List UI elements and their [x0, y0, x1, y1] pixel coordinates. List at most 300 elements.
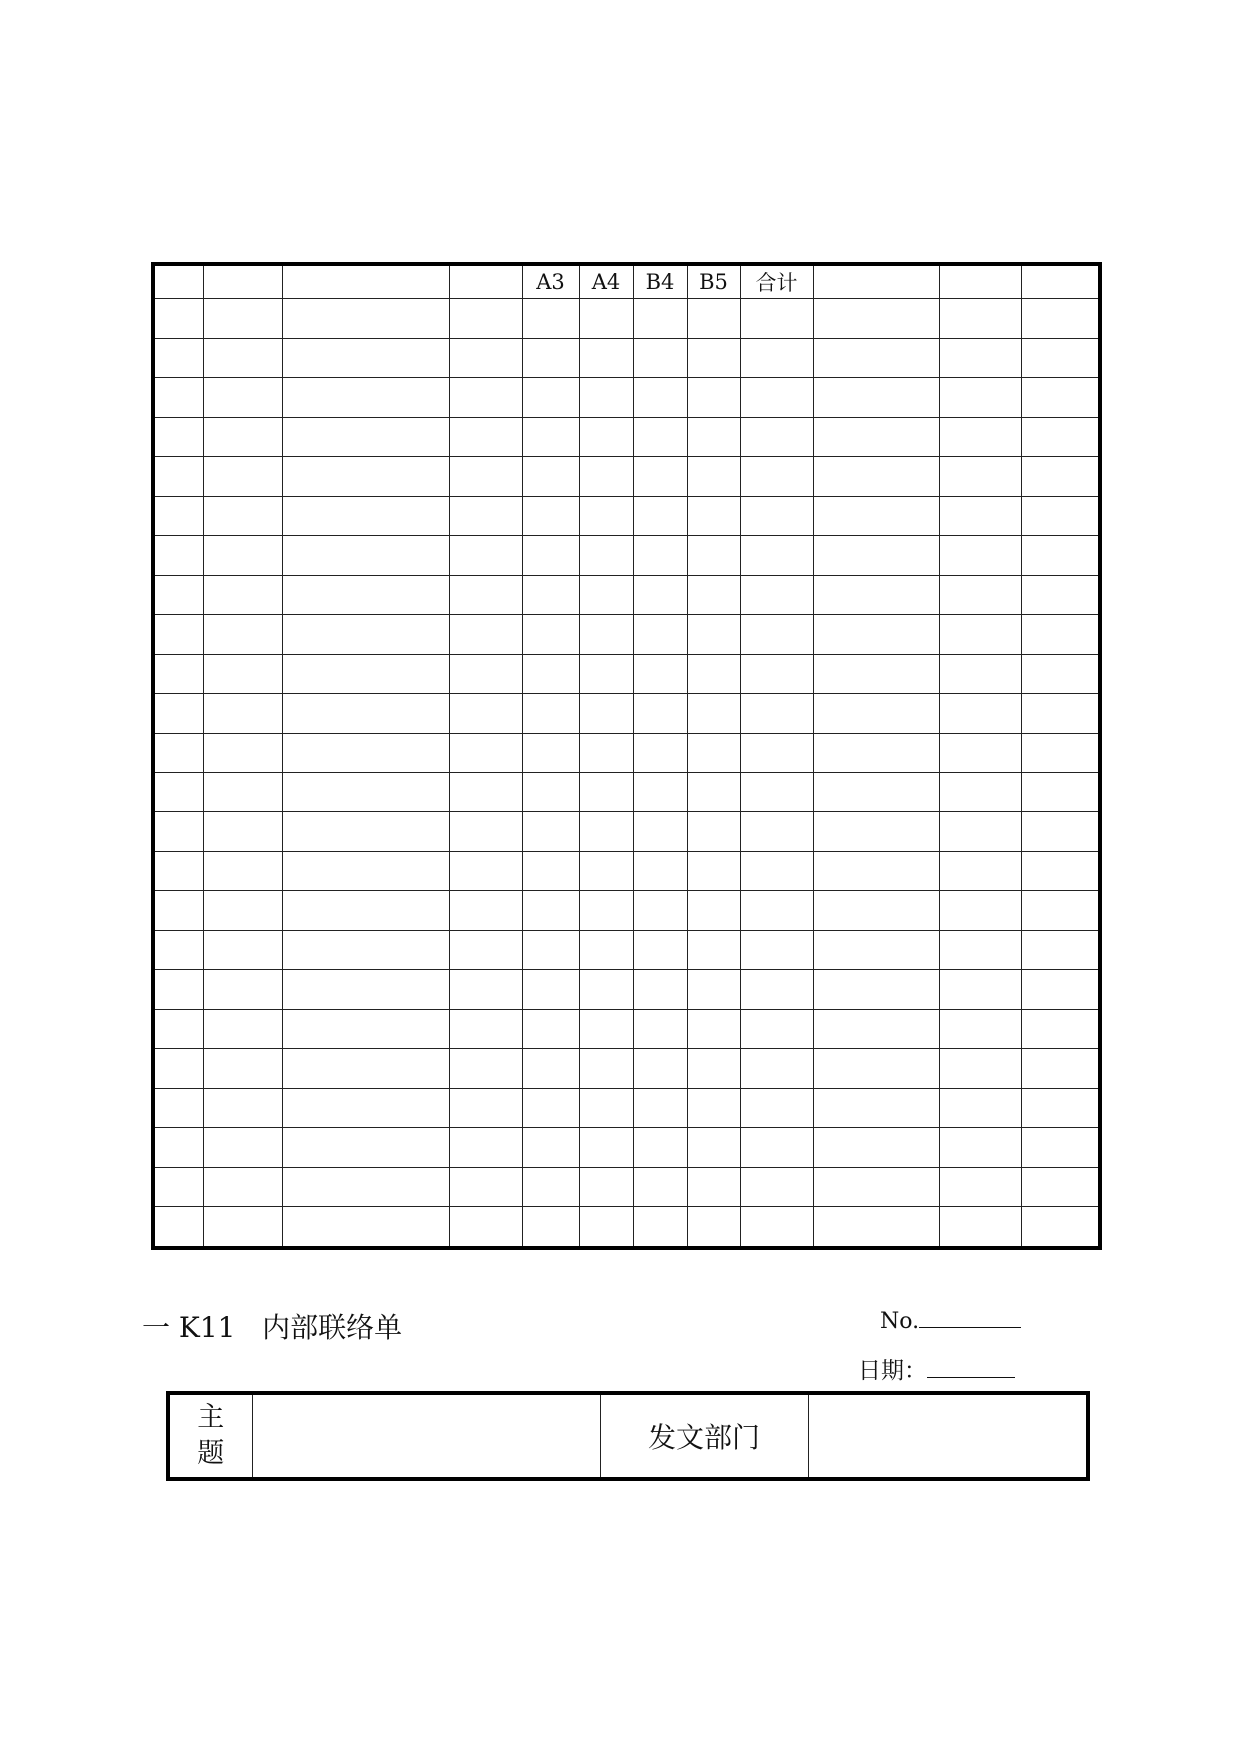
table-cell[interactable] — [1021, 851, 1100, 890]
table-cell[interactable] — [282, 536, 449, 575]
table-cell[interactable] — [939, 654, 1021, 693]
table-cell[interactable] — [522, 930, 579, 969]
table-cell[interactable] — [579, 575, 633, 614]
table-cell[interactable] — [522, 970, 579, 1009]
table-cell[interactable] — [579, 1009, 633, 1048]
table-cell[interactable] — [153, 299, 203, 338]
table-cell[interactable] — [282, 1009, 449, 1048]
table-cell[interactable] — [939, 378, 1021, 417]
table-cell[interactable] — [522, 733, 579, 772]
table-cell[interactable] — [687, 891, 740, 930]
table-cell[interactable] — [153, 851, 203, 890]
table-cell[interactable] — [740, 575, 813, 614]
table-cell[interactable] — [153, 536, 203, 575]
table-cell[interactable] — [939, 1128, 1021, 1167]
table-cell[interactable] — [633, 338, 687, 377]
table-cell[interactable] — [687, 575, 740, 614]
table-cell[interactable] — [687, 733, 740, 772]
table-cell[interactable] — [579, 378, 633, 417]
table-cell[interactable] — [282, 417, 449, 456]
table-cell[interactable] — [153, 496, 203, 535]
table-cell[interactable] — [449, 733, 522, 772]
table-cell[interactable] — [579, 772, 633, 811]
table-cell[interactable] — [633, 575, 687, 614]
table-cell[interactable] — [203, 1049, 282, 1088]
table-cell[interactable] — [282, 654, 449, 693]
table-cell[interactable] — [939, 457, 1021, 496]
table-cell[interactable] — [633, 891, 687, 930]
table-cell[interactable] — [1021, 812, 1100, 851]
table-cell[interactable] — [633, 1128, 687, 1167]
table-cell[interactable] — [522, 851, 579, 890]
table-cell[interactable] — [282, 851, 449, 890]
table-cell[interactable] — [740, 891, 813, 930]
subject-label-char: 主 — [197, 1402, 225, 1433]
table-cell[interactable] — [579, 1088, 633, 1127]
table-cell[interactable] — [813, 851, 939, 890]
table-cell[interactable] — [740, 536, 813, 575]
table-cell[interactable] — [813, 1009, 939, 1048]
table-cell[interactable] — [203, 1167, 282, 1206]
table-cell[interactable] — [579, 496, 633, 535]
table-cell[interactable] — [153, 1088, 203, 1127]
table-row — [153, 1088, 1100, 1127]
table-cell[interactable] — [153, 1128, 203, 1167]
table-cell[interactable] — [203, 891, 282, 930]
header-cell — [449, 264, 522, 299]
table-cell[interactable] — [740, 299, 813, 338]
table-cell[interactable] — [740, 457, 813, 496]
table-cell[interactable] — [579, 536, 633, 575]
table-cell[interactable] — [740, 378, 813, 417]
table-cell[interactable] — [579, 1128, 633, 1167]
table-cell[interactable] — [939, 772, 1021, 811]
table-cell[interactable] — [1021, 930, 1100, 969]
table-cell[interactable] — [633, 496, 687, 535]
table-cell[interactable] — [153, 575, 203, 614]
table-cell[interactable] — [1021, 536, 1100, 575]
table-cell[interactable] — [1021, 1049, 1100, 1088]
table-cell[interactable] — [1021, 378, 1100, 417]
date-blank[interactable] — [927, 1373, 1015, 1378]
table-cell[interactable] — [153, 417, 203, 456]
table-cell[interactable] — [813, 1167, 939, 1206]
table-cell[interactable] — [813, 772, 939, 811]
table-cell[interactable] — [633, 733, 687, 772]
table-cell[interactable] — [203, 496, 282, 535]
table-cell[interactable] — [740, 1049, 813, 1088]
table-cell[interactable] — [813, 299, 939, 338]
table-cell[interactable] — [813, 694, 939, 733]
table-cell[interactable] — [687, 417, 740, 456]
table-cell[interactable] — [633, 851, 687, 890]
table-cell[interactable] — [203, 1009, 282, 1048]
table-cell[interactable] — [153, 1167, 203, 1206]
table-cell[interactable] — [813, 970, 939, 1009]
table-cell[interactable] — [203, 772, 282, 811]
table-cell[interactable] — [687, 338, 740, 377]
table-cell[interactable] — [939, 733, 1021, 772]
table-cell[interactable] — [633, 299, 687, 338]
table-cell[interactable] — [203, 575, 282, 614]
table-cell[interactable] — [579, 1049, 633, 1088]
table-cell[interactable] — [633, 1049, 687, 1088]
table-cell[interactable] — [1021, 694, 1100, 733]
table-cell[interactable] — [813, 654, 939, 693]
table-cell[interactable] — [282, 772, 449, 811]
table-cell[interactable] — [522, 772, 579, 811]
table-cell[interactable] — [579, 417, 633, 456]
table-cell[interactable] — [740, 930, 813, 969]
table-cell[interactable] — [579, 812, 633, 851]
table-cell[interactable] — [740, 694, 813, 733]
table-cell[interactable] — [939, 615, 1021, 654]
table-cell[interactable] — [449, 891, 522, 930]
table-cell[interactable] — [522, 575, 579, 614]
table-cell[interactable] — [153, 891, 203, 930]
table-cell[interactable] — [282, 1049, 449, 1088]
table-cell[interactable] — [449, 930, 522, 969]
table-cell[interactable] — [1021, 654, 1100, 693]
table-cell[interactable] — [687, 970, 740, 1009]
table-cell[interactable] — [203, 299, 282, 338]
table-cell[interactable] — [939, 1167, 1021, 1206]
table-cell[interactable] — [282, 970, 449, 1009]
table-cell[interactable] — [522, 299, 579, 338]
table-cell[interactable] — [153, 694, 203, 733]
table-cell[interactable] — [153, 338, 203, 377]
table-cell[interactable] — [449, 417, 522, 456]
table-cell[interactable] — [633, 378, 687, 417]
table-cell[interactable] — [1021, 1088, 1100, 1127]
table-cell[interactable] — [687, 694, 740, 733]
table-row — [153, 1049, 1100, 1088]
table-cell[interactable] — [740, 1009, 813, 1048]
table-cell[interactable] — [153, 772, 203, 811]
table-cell[interactable] — [579, 615, 633, 654]
table-cell[interactable] — [203, 930, 282, 969]
table-cell[interactable] — [633, 970, 687, 1009]
table-cell[interactable] — [939, 1049, 1021, 1088]
table-cell[interactable] — [522, 1167, 579, 1206]
table-cell[interactable] — [203, 417, 282, 456]
table-cell[interactable] — [203, 851, 282, 890]
table-cell[interactable] — [813, 615, 939, 654]
table-cell[interactable] — [522, 1049, 579, 1088]
table-cell[interactable] — [203, 1207, 282, 1248]
table-cell[interactable] — [687, 851, 740, 890]
table-cell[interactable] — [449, 1207, 522, 1248]
table-cell[interactable] — [579, 694, 633, 733]
table-cell[interactable] — [939, 417, 1021, 456]
table-cell[interactable] — [687, 772, 740, 811]
table-cell[interactable] — [813, 812, 939, 851]
table-cell[interactable] — [813, 891, 939, 930]
table-cell[interactable] — [449, 772, 522, 811]
table-cell[interactable] — [633, 1009, 687, 1048]
table-cell[interactable] — [1021, 772, 1100, 811]
table-cell[interactable] — [522, 694, 579, 733]
table-cell[interactable] — [939, 496, 1021, 535]
table-cell[interactable] — [579, 1207, 633, 1248]
table-cell[interactable] — [203, 812, 282, 851]
table-cell[interactable] — [813, 496, 939, 535]
table-cell[interactable] — [740, 851, 813, 890]
table-cell[interactable] — [522, 457, 579, 496]
table-cell[interactable] — [522, 615, 579, 654]
table-cell[interactable] — [740, 733, 813, 772]
table-cell[interactable] — [203, 615, 282, 654]
table-cell[interactable] — [579, 733, 633, 772]
table-cell[interactable] — [153, 1049, 203, 1088]
table-cell[interactable] — [687, 615, 740, 654]
table-cell[interactable] — [687, 1088, 740, 1127]
table-cell[interactable] — [449, 338, 522, 377]
table-cell[interactable] — [449, 496, 522, 535]
table-cell[interactable] — [1021, 891, 1100, 930]
table-cell[interactable] — [282, 457, 449, 496]
table-cell[interactable] — [1021, 1167, 1100, 1206]
table-cell[interactable] — [939, 338, 1021, 377]
table-cell[interactable] — [1021, 1207, 1100, 1248]
table-cell[interactable] — [633, 536, 687, 575]
table-cell[interactable] — [1021, 733, 1100, 772]
table-cell[interactable] — [740, 1128, 813, 1167]
table-cell[interactable] — [579, 970, 633, 1009]
table-cell[interactable] — [153, 812, 203, 851]
table-cell[interactable] — [153, 930, 203, 969]
table-cell[interactable] — [740, 812, 813, 851]
table-cell[interactable] — [282, 615, 449, 654]
table-cell[interactable] — [449, 1128, 522, 1167]
table-cell[interactable] — [813, 1207, 939, 1248]
table-cell[interactable] — [449, 299, 522, 338]
table-cell[interactable] — [740, 1207, 813, 1248]
table-cell[interactable] — [203, 970, 282, 1009]
table-cell[interactable] — [153, 378, 203, 417]
table-cell[interactable] — [153, 1009, 203, 1048]
table-cell[interactable] — [522, 378, 579, 417]
table-cell[interactable] — [1021, 457, 1100, 496]
table-cell[interactable] — [633, 457, 687, 496]
table-cell[interactable] — [522, 891, 579, 930]
table-cell[interactable] — [687, 1009, 740, 1048]
table-cell[interactable] — [522, 1009, 579, 1048]
table-cell[interactable] — [939, 1009, 1021, 1048]
table-cell[interactable] — [939, 694, 1021, 733]
table-cell[interactable] — [687, 536, 740, 575]
table-cell[interactable] — [203, 1088, 282, 1127]
table-cell[interactable] — [282, 694, 449, 733]
table-cell[interactable] — [939, 575, 1021, 614]
number-blank[interactable] — [919, 1323, 1021, 1328]
table-cell[interactable] — [687, 1167, 740, 1206]
table-cell[interactable] — [633, 694, 687, 733]
table-cell[interactable] — [813, 930, 939, 969]
table-cell[interactable] — [522, 654, 579, 693]
table-cell[interactable] — [282, 891, 449, 930]
table-cell[interactable] — [687, 812, 740, 851]
table-cell[interactable] — [282, 575, 449, 614]
table-cell[interactable] — [153, 457, 203, 496]
table-cell[interactable] — [740, 338, 813, 377]
table-cell[interactable] — [740, 970, 813, 1009]
table-cell[interactable] — [449, 694, 522, 733]
table-cell[interactable] — [282, 1088, 449, 1127]
table-cell[interactable] — [939, 891, 1021, 930]
table-cell[interactable] — [813, 378, 939, 417]
table-cell[interactable] — [1021, 615, 1100, 654]
table-cell[interactable] — [740, 1167, 813, 1206]
table-cell[interactable] — [939, 536, 1021, 575]
table-cell[interactable] — [939, 970, 1021, 1009]
table-cell[interactable] — [449, 1167, 522, 1206]
table-cell[interactable] — [203, 694, 282, 733]
table-cell[interactable] — [687, 930, 740, 969]
table-cell[interactable] — [282, 299, 449, 338]
table-cell[interactable] — [633, 1167, 687, 1206]
table-cell[interactable] — [633, 654, 687, 693]
table-cell[interactable] — [282, 1207, 449, 1248]
number-field[interactable] — [880, 1309, 1021, 1334]
table-cell[interactable] — [203, 457, 282, 496]
table-cell[interactable] — [203, 378, 282, 417]
table-cell[interactable] — [813, 1088, 939, 1127]
table-cell[interactable] — [1021, 1128, 1100, 1167]
table-cell[interactable] — [203, 1128, 282, 1167]
table-cell[interactable] — [153, 970, 203, 1009]
table-cell[interactable] — [282, 378, 449, 417]
table-cell[interactable] — [740, 772, 813, 811]
table-cell[interactable] — [522, 812, 579, 851]
table-cell[interactable] — [740, 496, 813, 535]
table-cell[interactable] — [449, 575, 522, 614]
table-cell[interactable] — [633, 812, 687, 851]
table-cell[interactable] — [939, 1207, 1021, 1248]
table-cell[interactable] — [1021, 575, 1100, 614]
form-title: 一 K11 内部联络单 — [142, 1311, 403, 1344]
table-cell[interactable] — [579, 930, 633, 969]
table-cell[interactable] — [813, 1128, 939, 1167]
table-row — [153, 930, 1100, 969]
table-cell[interactable] — [740, 654, 813, 693]
table-cell[interactable] — [522, 1128, 579, 1167]
table-cell[interactable] — [633, 417, 687, 456]
table-cell[interactable] — [282, 733, 449, 772]
subject-cell[interactable] — [252, 1393, 600, 1479]
table-cell[interactable] — [579, 338, 633, 377]
dept-cell[interactable] — [808, 1393, 1088, 1479]
table-cell[interactable] — [522, 338, 579, 377]
table-cell[interactable] — [939, 930, 1021, 969]
table-cell[interactable] — [203, 654, 282, 693]
table-cell[interactable] — [1021, 417, 1100, 456]
table-cell[interactable] — [813, 457, 939, 496]
table-cell[interactable] — [282, 1167, 449, 1206]
table-cell[interactable] — [740, 615, 813, 654]
table-cell[interactable] — [203, 536, 282, 575]
table-cell[interactable] — [687, 457, 740, 496]
table-cell[interactable] — [449, 536, 522, 575]
table-cell[interactable] — [813, 1049, 939, 1088]
table-cell[interactable] — [449, 970, 522, 1009]
table-cell[interactable] — [522, 536, 579, 575]
table-cell[interactable] — [939, 851, 1021, 890]
table-cell[interactable] — [1021, 496, 1100, 535]
table-cell[interactable] — [203, 338, 282, 377]
table-cell[interactable] — [282, 930, 449, 969]
table-cell[interactable] — [153, 1207, 203, 1248]
table-cell[interactable] — [449, 851, 522, 890]
table-cell[interactable] — [813, 338, 939, 377]
table-cell[interactable] — [579, 1167, 633, 1206]
table-cell[interactable] — [740, 417, 813, 456]
table-cell[interactable] — [687, 496, 740, 535]
table-cell[interactable] — [813, 417, 939, 456]
table-cell[interactable] — [633, 930, 687, 969]
table-cell[interactable] — [579, 457, 633, 496]
table-cell[interactable] — [579, 299, 633, 338]
table-cell[interactable] — [449, 812, 522, 851]
table-cell[interactable] — [449, 1009, 522, 1048]
table-cell[interactable] — [282, 1128, 449, 1167]
table-cell[interactable] — [939, 812, 1021, 851]
table-cell[interactable] — [687, 378, 740, 417]
table-cell[interactable] — [153, 733, 203, 772]
table-cell[interactable] — [813, 536, 939, 575]
table-cell[interactable] — [449, 1088, 522, 1127]
table-cell[interactable] — [153, 654, 203, 693]
table-cell[interactable] — [939, 1088, 1021, 1127]
table-cell[interactable] — [282, 338, 449, 377]
table-cell[interactable] — [633, 1207, 687, 1248]
table-cell[interactable] — [282, 812, 449, 851]
table-cell[interactable] — [1021, 338, 1100, 377]
table-cell[interactable] — [449, 654, 522, 693]
table-cell[interactable] — [449, 1049, 522, 1088]
table-cell[interactable] — [687, 654, 740, 693]
table-cell[interactable] — [1021, 299, 1100, 338]
table-cell[interactable] — [740, 1088, 813, 1127]
table-cell[interactable] — [203, 733, 282, 772]
table-cell[interactable] — [813, 575, 939, 614]
table-cell[interactable] — [522, 417, 579, 456]
table-cell[interactable] — [1021, 1009, 1100, 1048]
table-cell[interactable] — [522, 1207, 579, 1248]
table-cell[interactable] — [579, 851, 633, 890]
table-cell[interactable] — [687, 1207, 740, 1248]
table-cell[interactable] — [522, 1088, 579, 1127]
table-cell[interactable] — [153, 615, 203, 654]
table-cell[interactable] — [449, 615, 522, 654]
table-cell[interactable] — [939, 299, 1021, 338]
table-cell[interactable] — [579, 654, 633, 693]
table-cell[interactable] — [633, 772, 687, 811]
table-cell[interactable] — [633, 1088, 687, 1127]
table-cell[interactable] — [282, 496, 449, 535]
table-cell[interactable] — [1021, 970, 1100, 1009]
table-cell[interactable] — [687, 299, 740, 338]
table-cell[interactable] — [633, 615, 687, 654]
table-cell[interactable] — [449, 378, 522, 417]
table-cell[interactable] — [687, 1128, 740, 1167]
date-field[interactable] — [858, 1352, 1015, 1385]
table-cell[interactable] — [579, 891, 633, 930]
table-cell[interactable] — [687, 1049, 740, 1088]
table-cell[interactable] — [522, 496, 579, 535]
table-cell[interactable] — [449, 457, 522, 496]
table-cell[interactable] — [813, 733, 939, 772]
